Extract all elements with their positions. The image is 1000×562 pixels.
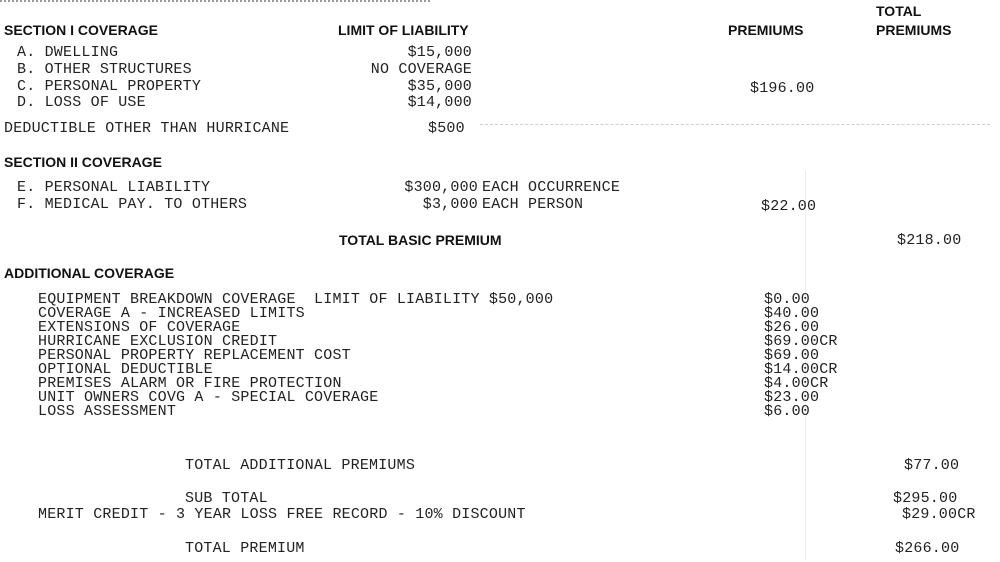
deductible-label: DEDUCTIBLE OTHER THAN HURRICANE <box>4 120 290 137</box>
premiums-heading: PREMIUMS <box>728 22 804 38</box>
cut-off-top-line <box>0 0 430 6</box>
additional-item-label: EQUIPMENT BREAKDOWN COVERAGE LIMIT OF LIABILITY $50,000 <box>38 291 554 308</box>
subtotal-value: $295.00 <box>893 490 958 507</box>
coverage-a-limit: $15,000 <box>407 44 472 61</box>
coverage-c-label: C. PERSONAL PROPERTY <box>17 78 202 95</box>
additional-item-premium: $14.00CR <box>764 361 838 378</box>
section-ii-heading: SECTION II COVERAGE <box>4 154 162 170</box>
additional-item-premium: $0.00 <box>764 291 811 308</box>
subtotal-label: SUB TOTAL <box>185 490 268 507</box>
additional-item-label: OPTIONAL DEDUCTIBLE <box>38 361 213 378</box>
total-additional-premiums-label: TOTAL ADDITIONAL PREMIUMS <box>185 457 416 474</box>
total-premium-label: TOTAL PREMIUM <box>185 540 305 557</box>
deductible-value: $500 <box>428 120 465 137</box>
coverage-a-label: A. DWELLING <box>17 44 119 61</box>
additional-coverage-heading: ADDITIONAL COVERAGE <box>4 265 175 281</box>
total-basic-premium-label: TOTAL BASIC PREMIUM <box>339 232 502 248</box>
limit-of-liability-heading: LIMIT OF LIABILITY <box>338 22 469 38</box>
total-basic-premium-value: $218.00 <box>897 232 962 249</box>
section-i-heading: SECTION I COVERAGE <box>4 22 159 38</box>
additional-item-premium: $69.00 <box>764 347 820 364</box>
coverage-f-limit: $3,000 <box>422 196 478 213</box>
total-premium-value: $266.00 <box>895 540 960 557</box>
additional-item-label: LOSS ASSESSMENT <box>38 403 177 420</box>
additional-item-premium: $69.00CR <box>764 333 838 350</box>
additional-item-premium: $4.00CR <box>764 375 829 392</box>
additional-item-label: PERSONAL PROPERTY REPLACEMENT COST <box>38 347 351 364</box>
coverage-b-label: B. OTHER STRUCTURES <box>17 61 192 78</box>
additional-item-label: HURRICANE EXCLUSION CREDIT <box>38 333 278 350</box>
section-ii-premium: $22.00 <box>761 198 817 215</box>
additional-item-premium: $23.00 <box>764 389 820 406</box>
additional-item-premium: $6.00 <box>764 403 811 420</box>
scan-artifact-line <box>480 124 990 125</box>
total-premiums-heading-line1: TOTAL <box>876 3 922 19</box>
coverage-e-label: E. PERSONAL LIABILITY <box>17 179 211 196</box>
additional-item-label: COVERAGE A - INCREASED LIMITS <box>38 305 305 322</box>
coverage-f-label: F. MEDICAL PAY. TO OTHERS <box>17 196 248 213</box>
additional-item-label: EXTENSIONS OF COVERAGE <box>38 319 241 336</box>
total-additional-premiums-value: $77.00 <box>904 457 960 474</box>
additional-item-premium: $40.00 <box>764 305 820 322</box>
merit-credit-value: $29.00CR <box>902 506 976 523</box>
coverage-c-limit: $35,000 <box>407 78 472 95</box>
additional-item-label: UNIT OWNERS COVG A - SPECIAL COVERAGE <box>38 389 379 406</box>
coverage-f-basis: EACH PERSON <box>482 196 584 213</box>
additional-item-premium: $26.00 <box>764 319 820 336</box>
coverage-e-basis: EACH OCCURRENCE <box>482 179 621 196</box>
coverage-d-label: D. LOSS OF USE <box>17 94 146 111</box>
total-premiums-heading-line2: PREMIUMS <box>876 22 952 38</box>
merit-credit-label: MERIT CREDIT - 3 YEAR LOSS FREE RECORD - 10% DISCOUNT <box>38 506 526 523</box>
section-i-premium: $196.00 <box>750 80 815 97</box>
coverage-d-limit: $14,000 <box>407 94 472 111</box>
coverage-e-limit: $300,000 <box>404 179 478 196</box>
coverage-b-limit: NO COVERAGE <box>370 61 472 78</box>
additional-item-label: PREMISES ALARM OR FIRE PROTECTION <box>38 375 342 392</box>
